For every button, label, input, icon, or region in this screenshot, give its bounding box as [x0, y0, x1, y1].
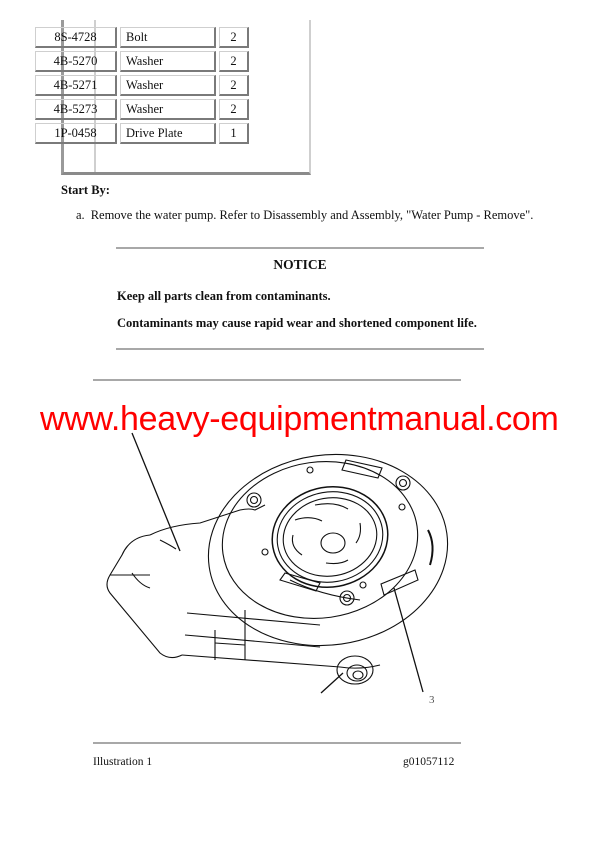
- illustration-caption: Illustration 1: [93, 756, 153, 768]
- step-letter: a.: [76, 208, 85, 222]
- table-row: [35, 99, 249, 120]
- description-cell: Washer: [120, 51, 216, 72]
- part-number-cell: 8S-4728: [35, 27, 117, 48]
- part-number-cell: 1P-0458: [35, 123, 117, 144]
- step-text: Remove the water pump. Refer to Disassembly and Assembly, "Water Pump - Remove".: [90, 208, 534, 222]
- water-pump-drawing-icon: [90, 425, 470, 725]
- notice-line: Keep all parts clean from contaminants.: [117, 289, 331, 303]
- part-number-cell: 4B-5270: [35, 51, 117, 72]
- water-pump-illustration: [90, 425, 470, 725]
- callout-label: 3: [429, 694, 435, 706]
- description-cell: Washer: [120, 99, 216, 120]
- table-row: [35, 123, 249, 144]
- quantity-cell: 2: [219, 51, 249, 72]
- illustration-id: g01057112: [403, 756, 455, 768]
- watermark-url: www.heavy-equipmentmanual.com: [40, 400, 559, 438]
- notice-line: Contaminants may cause rapid wear and shortened component life.: [117, 316, 477, 330]
- table-row: [35, 51, 249, 72]
- start-by-heading: Start By:: [61, 183, 110, 197]
- quantity-cell: 2: [219, 75, 249, 96]
- part-number-cell: 4B-5273: [35, 99, 117, 120]
- quantity-cell: 1: [219, 123, 249, 144]
- notice-top-rule: [116, 247, 484, 249]
- table-row: [35, 27, 249, 48]
- description-cell: Drive Plate: [120, 123, 216, 144]
- illustration-top-rule: [93, 379, 461, 381]
- quantity-cell: 2: [219, 27, 249, 48]
- illustration-bottom-rule: [93, 742, 461, 744]
- description-cell: Bolt: [120, 27, 216, 48]
- part-number-cell: 4B-5271: [35, 75, 117, 96]
- table-row: [35, 75, 249, 96]
- description-cell: Washer: [120, 75, 216, 96]
- start-by-step: [76, 208, 533, 223]
- notice-title: NOTICE: [273, 257, 327, 272]
- quantity-cell: 2: [219, 99, 249, 120]
- notice-bottom-rule: [116, 348, 484, 350]
